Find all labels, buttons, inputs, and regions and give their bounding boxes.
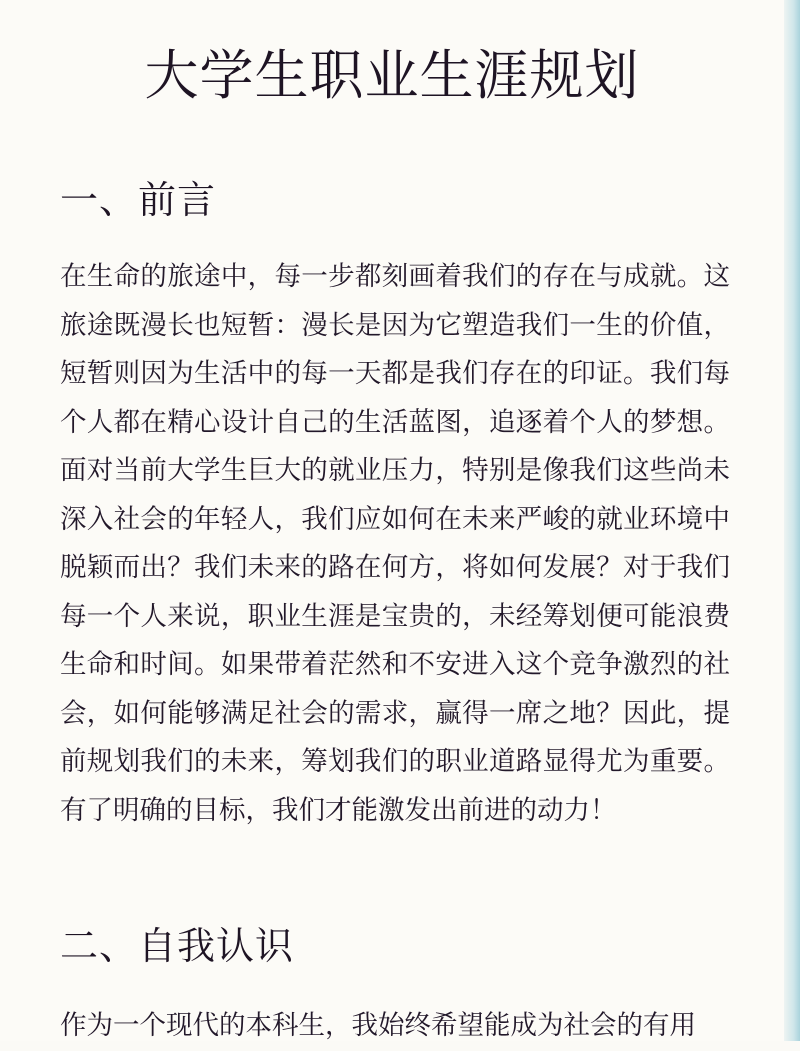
section-heading-preface: 一、前言	[60, 178, 217, 222]
document-title: 大学生职业生涯规划	[144, 44, 640, 107]
page-edge-strip	[784, 0, 800, 1041]
section-paragraph-self-awareness: 作为一个现代的本科生，我始终希望能成为社会的有用	[60, 1010, 696, 1041]
section-paragraph-preface: 在生命的旅途中，每一步都刻画着我们的存在与成就。这旅途既漫长也短暂：漫长是因为它塑造我们一生的价值，短暂则因为生活中的每一天都是我们存在的印证。我们每个人都在精心设计自己的生活蓝图，追逐着个人的梦想。面对当前大学生巨大的就业压力，特别是像我们这些尚未深入社会的年轻人，我们应如何在未来严峻的就业环境中脱颖而出？我们未来的路在何方，将如何发展？对于我们每一个人来说，职业生涯是宝贵的，未经筹划便可能浪费生命和时间。如果带着茫然和不安进入这个竞争激烈的社会，如何能够满足社会的需求，赢得一席之地？因此，提前规划我们的未来，筹划我们的职业道路显得尤为重要。有了明确的目标，我们才能激发出前进的动力！	[60, 261, 730, 826]
section-heading-self-awareness: 二、自我认识	[60, 924, 295, 968]
